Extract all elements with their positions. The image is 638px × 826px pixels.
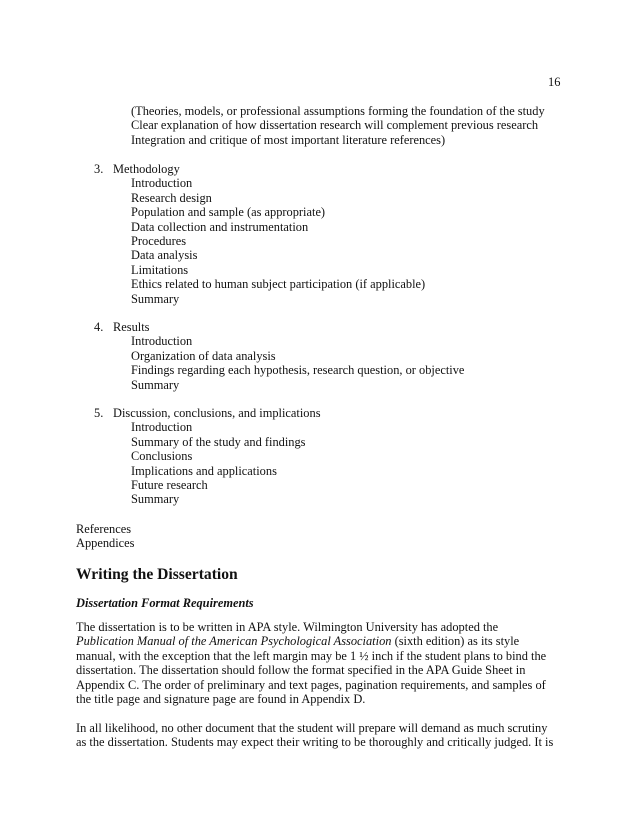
list-item: Future research [131,478,208,493]
list-item: Conclusions [131,449,193,464]
list-item: Findings regarding each hypothesis, research question, or objective [131,363,465,378]
continuation-line: Integration and critique of most important literature references) [131,132,446,147]
continuation-line: (Theories, models, or professional assumptions forming the foundation of the study [131,104,545,118]
paragraph-line [76,634,562,648]
paragraph-line-rest: (sixth edition) as its style [391,634,520,649]
list-item: Implications and applications [131,463,277,478]
section-results [94,320,464,392]
section-number: 5. [94,406,104,420]
paragraph-format-requirements [76,620,562,706]
list-item: Summary [131,377,180,392]
section-number: 3. [94,162,104,176]
list-item: Limitations [131,262,189,277]
paragraph-line: Appendix C. The order of preliminary and text pages, pagination requirements, and samples of [76,677,546,692]
list-item: Research design [131,190,212,205]
section-items [131,334,464,392]
paragraph-line: The dissertation is to be written in APA style. Wilmington University has adopted the [76,620,499,634]
list-item: Data collection and instrumentation [131,219,309,234]
section-title: Methodology [113,162,180,176]
list-item: Introduction [131,334,193,349]
continuation-line: Clear explanation of how dissertation research will complement previous research [131,118,539,133]
paragraph-line: as the dissertation. Students may expect their writing to be thoroughly and critically judged. It is [76,735,554,750]
paragraph-line: In all likelihood, no other document that the student will prepare will demand as much scrutiny [76,721,548,735]
paragraph-scrutiny [76,721,562,750]
list-item: Introduction [131,176,193,191]
paragraph-line: the title page and signature page are found in Appendix D. [76,692,366,707]
section-heading: Writing the Dissertation [76,566,238,583]
page-number: 16 [548,75,561,89]
back-matter [76,522,135,551]
literature-review-continuation [131,104,545,147]
section-number: 4. [94,320,104,334]
subsection-heading: Dissertation Format Requirements [76,596,254,610]
paragraph-line: dissertation. The dissertation should follow the format specified in the APA Guide Sheet in [76,663,526,678]
list-item: Data analysis [131,248,198,263]
list-item: Summary [131,291,180,306]
list-item: Organization of data analysis [131,348,276,363]
back-matter-item: References [76,522,132,536]
section-methodology [94,162,425,306]
list-item: Ethics related to human subject participation (if applicable) [131,277,426,292]
back-matter-item: Appendices [76,536,135,551]
section-title: Results [113,320,150,334]
list-item: Procedures [131,234,187,249]
section-items [131,176,425,306]
list-item: Summary [131,492,180,507]
list-item: Population and sample (as appropriate) [131,205,326,220]
section-items [131,420,321,506]
list-item: Introduction [131,420,193,435]
list-item: Summary of the study and findings [131,434,306,449]
section-discussion [94,406,321,507]
section-title: Discussion, conclusions, and implications [113,406,321,420]
apa-manual-title: Publication Manual of the American Psychological Association [76,634,392,649]
paragraph-line: manual, with the exception that the left margin may be 1 ½ inch if the student plans to bind the [76,648,547,663]
